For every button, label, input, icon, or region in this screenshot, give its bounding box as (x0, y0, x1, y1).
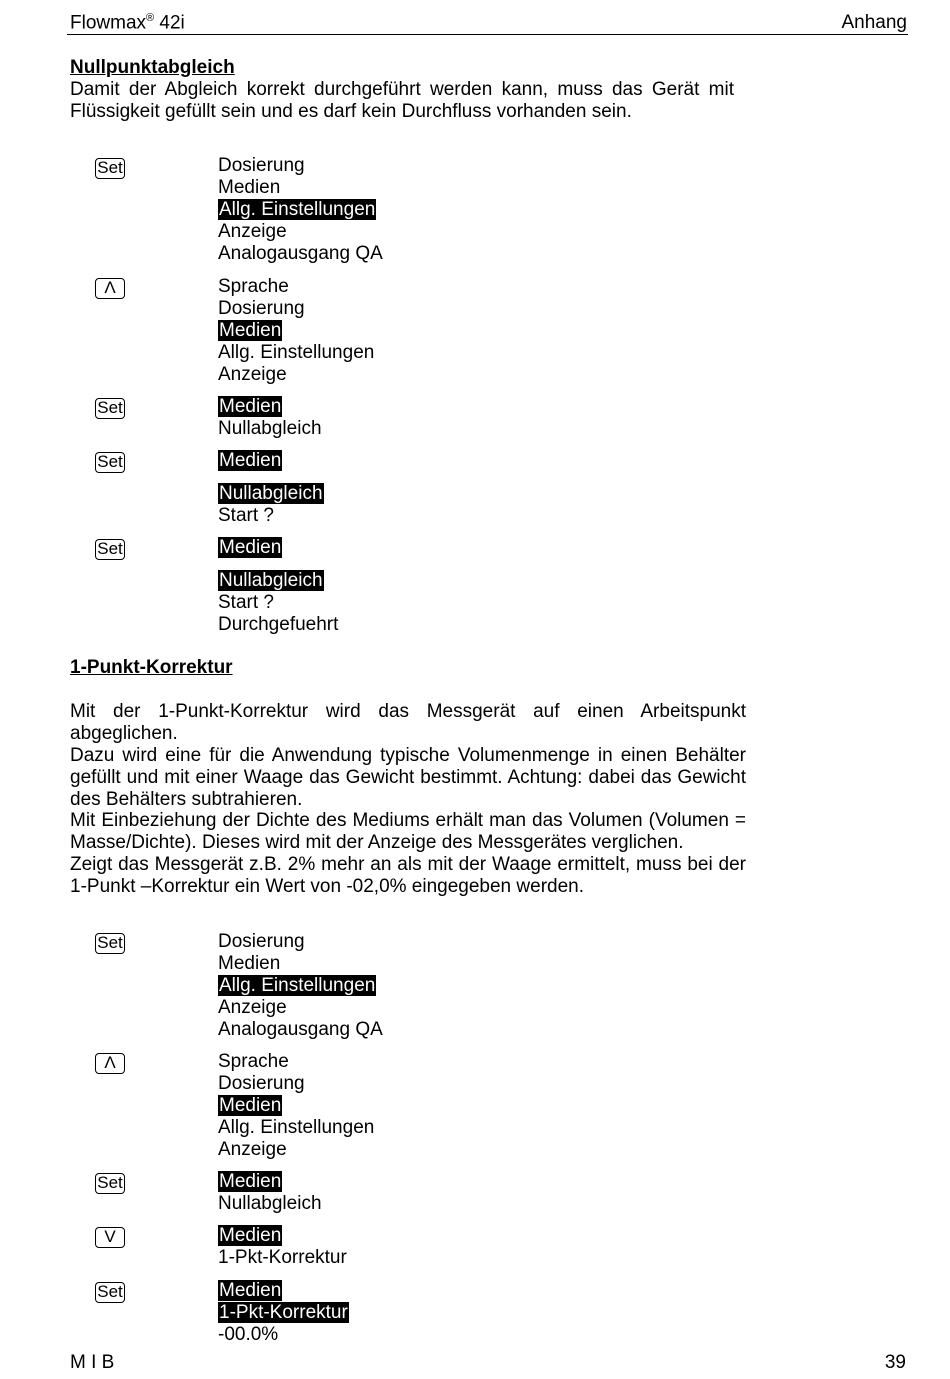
menu-line (218, 975, 376, 997)
paragraph-line: abgeglichen. (70, 722, 178, 744)
menu-line (218, 592, 274, 614)
menu-line (218, 1247, 347, 1269)
menu-item-selected: 1-Pkt-Korrektur (219, 1302, 348, 1323)
menu-item: Dosierung (218, 1073, 305, 1094)
up-key-icon: Λ (95, 278, 125, 299)
menu-item-selected: Allg. Einstellungen (219, 199, 376, 220)
menu-item-selected: Medien (219, 1280, 282, 1301)
set-key-icon: Set (95, 452, 125, 473)
menu-item-selected: Medien (219, 1095, 282, 1116)
set-key-icon: Set (95, 933, 125, 954)
section2-title: 1-Punkt-Korrektur (70, 657, 233, 678)
menu-line (218, 221, 287, 243)
paragraph-line: Damit der Abgleich korrekt durchgeführt werden kann, muss das Gerät mit (70, 79, 734, 100)
paragraph-line: Mit Einbeziehung der Dichte des Mediums erhält man das Volumen (Volumen = (70, 810, 746, 832)
set-key-icon: Set (95, 1173, 125, 1194)
header-section: Anhang (841, 12, 907, 33)
menu-line (218, 155, 305, 177)
menu-line (218, 1280, 282, 1302)
menu-line (218, 276, 289, 298)
menu-line (218, 199, 376, 221)
menu-item: Nullabgleich (218, 1193, 322, 1214)
page-number: 39 (884, 1352, 906, 1373)
menu-line (218, 1193, 322, 1215)
menu-item: Medien (218, 177, 281, 198)
menu-line (218, 953, 280, 975)
menu-item: Medien (218, 953, 281, 974)
footer-left: M I B (70, 1352, 115, 1373)
product-model: 42i (154, 12, 185, 34)
menu-item-selected: Medien (219, 537, 282, 558)
menu-item: Dosierung (218, 155, 305, 176)
set-key-icon: Set (95, 398, 125, 419)
menu-line (218, 1171, 282, 1193)
menu-item: Sprache (218, 276, 289, 297)
registered-mark: ® (146, 12, 155, 24)
menu-item: Start ? (218, 592, 274, 613)
menu-line (218, 364, 287, 386)
menu-line (218, 483, 324, 505)
menu-item-selected: Medien (219, 1171, 282, 1192)
menu-item: Analogausgang QA (218, 243, 383, 264)
product-name: Flowmax (70, 12, 147, 34)
menu-item: Anzeige (218, 221, 287, 242)
menu-line (218, 1324, 278, 1346)
menu-line (218, 320, 282, 342)
menu-line (218, 1051, 289, 1073)
menu-item: Durchgefuehrt (218, 614, 339, 635)
menu-line (218, 396, 282, 418)
section1-paragraph (70, 79, 734, 123)
menu-line (218, 570, 324, 592)
menu-item: Anzeige (218, 1139, 287, 1160)
menu-line (218, 1019, 383, 1041)
menu-item: Sprache (218, 1051, 289, 1072)
section1-title: Nullpunktabgleich (70, 57, 235, 78)
menu-item-selected: Allg. Einstellungen (219, 975, 376, 996)
menu-item: Start ? (218, 505, 274, 526)
set-key-icon: Set (95, 539, 125, 560)
menu-line (218, 997, 287, 1019)
menu-item-selected: Medien (219, 320, 282, 341)
menu-line (218, 537, 282, 559)
menu-line (218, 243, 383, 265)
menu-item-selected: Medien (219, 1225, 282, 1246)
up-key-icon: Λ (95, 1053, 125, 1074)
paragraph-line: 1-Punkt –Korrektur ein Wert von -02,0% eingegeben werden. (70, 876, 585, 898)
menu-line (218, 177, 280, 199)
paragraph-line: des Behälters subtrahieren. (70, 788, 303, 810)
paragraph-line: Flüssigkeit gefüllt sein und es darf kein Durchfluss vorhanden sein. (70, 100, 632, 122)
paragraph-line: Masse/Dichte). Dieses wird mit der Anzeige des Messgerätes verglichen. (70, 832, 684, 854)
menu-item-selected: Medien (219, 450, 282, 471)
menu-item: Nullabgleich (218, 418, 322, 439)
menu-item: Dosierung (218, 931, 305, 952)
menu-item: Analogausgang QA (218, 1019, 383, 1040)
menu-item: 1-Pkt-Korrektur (218, 1247, 347, 1268)
paragraph-line: Dazu wird eine für die Anwendung typische Volumenmenge in einen Behälter (70, 744, 746, 766)
header-rule (67, 34, 908, 35)
set-key-icon: Set (95, 158, 125, 179)
paragraph-line: Zeigt das Messgerät z.B. 2% mehr an als mit der Waage ermittelt, muss bei der (70, 854, 746, 876)
menu-line (218, 505, 274, 527)
menu-line (218, 931, 305, 953)
menu-line (218, 342, 374, 364)
paragraph-line: Mit der 1-Punkt-Korrektur wird das Messgerät auf einen Arbeitspunkt (70, 701, 746, 722)
menu-line (218, 1225, 282, 1247)
menu-item: Allg. Einstellungen (218, 342, 375, 363)
menu-item-selected: Nullabgleich (219, 483, 323, 504)
menu-line (218, 614, 338, 636)
set-key-icon: Set (95, 1282, 125, 1303)
menu-line (218, 1095, 282, 1117)
menu-line (218, 1117, 374, 1139)
menu-item: Anzeige (218, 364, 287, 385)
header-title (70, 12, 185, 34)
menu-item: Dosierung (218, 298, 305, 319)
menu-line (218, 418, 322, 440)
menu-line (218, 1073, 305, 1095)
section2-paragraph (70, 701, 746, 898)
menu-item: -00.0% (218, 1324, 279, 1345)
menu-line (218, 450, 282, 472)
menu-line (218, 298, 305, 320)
menu-item: Anzeige (218, 997, 287, 1018)
menu-item-selected: Medien (219, 396, 282, 417)
paragraph-line: gefüllt und mit einer Waage das Gewicht bestimmt. Achtung: dabei das Gewicht (70, 766, 746, 788)
menu-line (218, 1302, 349, 1324)
menu-item-selected: Nullabgleich (219, 570, 323, 591)
down-key-icon: V (95, 1227, 125, 1248)
menu-item: Allg. Einstellungen (218, 1117, 375, 1138)
menu-line (218, 1139, 287, 1161)
